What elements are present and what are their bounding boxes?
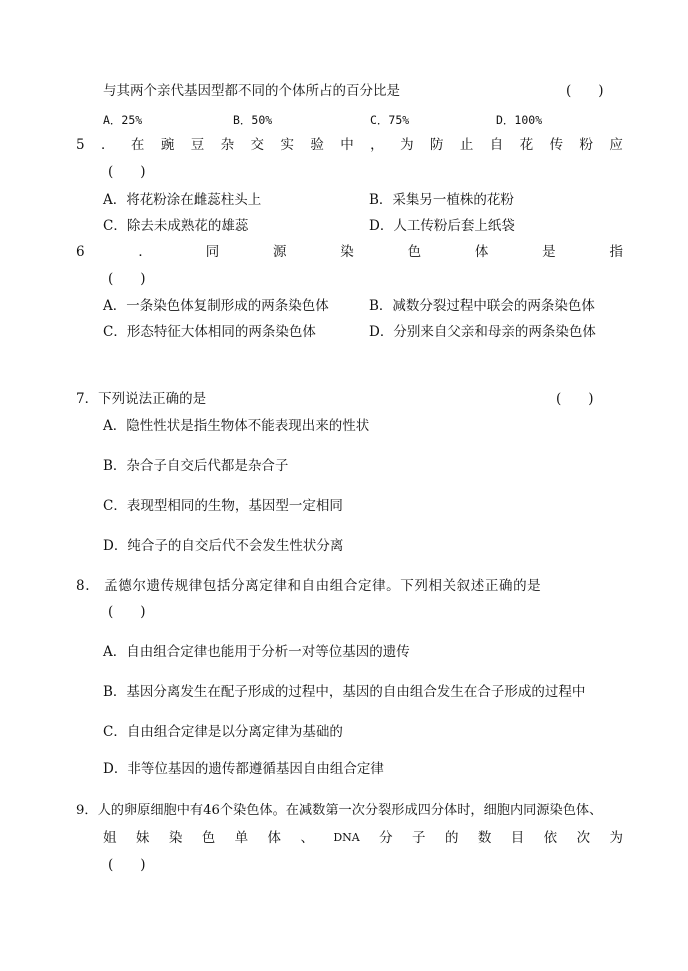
- q4-option-b: B．50%: [233, 113, 273, 127]
- q7-option-a: A．隐性性状是指生物体不能表现出来的性状: [103, 418, 370, 434]
- q9-stem-char: 体: [267, 830, 282, 846]
- q9-stem-char: 妹: [135, 830, 150, 846]
- q9-stem-char: 姐: [103, 830, 117, 846]
- q5-stem-char: 杂: [220, 137, 235, 153]
- q9-stem-char: 色: [201, 830, 216, 846]
- q9-stem-char: 单: [234, 830, 249, 846]
- q7-option-d: D．纯合子的自交后代不会发生性状分离: [103, 538, 344, 554]
- q9-stem-char: 数: [477, 830, 492, 846]
- q9-stem-char: 的: [444, 830, 459, 846]
- q9-stem-char: 依: [543, 830, 558, 846]
- q6-option-c: C．形态特征大体相同的两条染色体: [103, 324, 316, 340]
- q6-stem-char: 色: [407, 244, 422, 260]
- q5-stem-char: ．: [101, 137, 115, 153]
- q5-number: 5: [76, 137, 85, 153]
- q9-stem-line1: 9．人的卵原细胞中有46个染色体。在减数第一次分裂形成四分体时，细胞内同源染色体、: [76, 803, 603, 818]
- q5-stem-char: 应: [609, 137, 623, 153]
- q5-stem-char: 实: [280, 137, 294, 153]
- q4-option-a: A．25%: [103, 113, 143, 127]
- q5-stem-char: 交: [250, 137, 265, 153]
- q6-option-b: B．减数分裂过程中联会的两条染色体: [369, 298, 595, 314]
- q9-stem-char: 、: [300, 830, 314, 846]
- q6-option-d: D．分别来自父亲和母亲的两条染色体: [369, 324, 596, 340]
- q5-stem-char: 防: [429, 137, 444, 153]
- q5-stem: [76, 136, 623, 154]
- q9-answer-paren: ( ): [108, 857, 146, 873]
- q5-stem-char: 验: [310, 137, 324, 153]
- q5-stem-char: 传: [549, 137, 564, 153]
- q5-option-d: D．人工传粉后套上纸袋: [369, 218, 515, 234]
- q5-stem-char: 自: [489, 137, 504, 153]
- q8-answer-paren: ( ): [108, 604, 146, 620]
- q8-option-a: A．自由组合定律也能用于分析一对等位基因的遗传: [103, 644, 410, 660]
- q5-option-a: A．将花粉涂在雌蕊柱头上: [103, 192, 262, 208]
- q7-answer-paren: ( ): [556, 391, 594, 407]
- q5-stem-char: 中: [340, 137, 354, 153]
- q8-option-b: B．基因分离发生在配子形成的过程中，基因的自由组合发生在合子形成的过程中: [103, 684, 586, 700]
- q9-stem-char: 分: [379, 830, 393, 846]
- q5-option-c: C．除去未成熟花的雄蕊: [103, 218, 249, 234]
- q5-answer-paren: ( ): [108, 164, 146, 180]
- q6-stem-char: 是: [542, 244, 556, 260]
- q9-stem-char: DNA: [333, 831, 360, 844]
- q9-stem-char: 子: [412, 830, 426, 846]
- q6-option-a: A．一条染色体复制形成的两条染色体: [103, 298, 329, 314]
- q6-stem-char: 染: [340, 244, 354, 260]
- q6-number: 6: [76, 244, 85, 260]
- q5-stem-char: ，: [370, 137, 384, 153]
- q5-stem-char: 花: [519, 137, 534, 153]
- q6-stem: [76, 243, 623, 261]
- q9-stem-char: 目: [510, 830, 525, 846]
- q8-option-c: C．自由组合定律是以分离定律为基础的: [103, 724, 343, 740]
- q6-stem-char: 体: [474, 244, 489, 260]
- q5-option-b: B．采集另一植株的花粉: [369, 192, 514, 208]
- q5-stem-char: 豌: [160, 137, 175, 153]
- q9-stem-char: 染: [168, 830, 183, 846]
- q4-answer-paren: ( ): [566, 83, 604, 99]
- q5-stem-char: 在: [130, 137, 145, 153]
- q7-stem: 7．下列说法正确的是: [76, 391, 207, 407]
- q6-stem-char: 源: [272, 244, 287, 260]
- q5-stem-char: 粉: [579, 137, 593, 153]
- q7-option-c: C．表现型相同的生物，基因型一定相同: [103, 498, 343, 514]
- q7-option-b: B．杂合子自交后代都是杂合子: [103, 458, 289, 474]
- q8-option-d: D．非等位基因的遗传都遵循基因自由组合定律: [103, 761, 384, 777]
- q9-stem-line2: [103, 829, 623, 847]
- q9-stem-char: 次: [576, 830, 591, 846]
- q5-stem-char: 豆: [190, 137, 205, 153]
- q8-stem: 8. 孟德尔遗传规律包括分离定律和自由组合定律。下列相关叙述正确的是: [76, 578, 542, 594]
- q5-stem-char: 止: [459, 137, 474, 153]
- q6-stem-char: 指: [609, 244, 623, 260]
- q5-stem-char: 为: [400, 137, 414, 153]
- q4-stem-tail: 与其两个亲代基因型都不同的个体所占的百分比是: [103, 83, 400, 99]
- q4-option-d: D．100%: [496, 113, 543, 127]
- q4-option-c: C．75%: [370, 113, 410, 127]
- q9-stem-char: 为: [609, 830, 623, 846]
- q6-stem-char: ．: [138, 244, 152, 260]
- q6-stem-char: 同: [205, 244, 220, 260]
- q6-answer-paren: ( ): [108, 271, 146, 287]
